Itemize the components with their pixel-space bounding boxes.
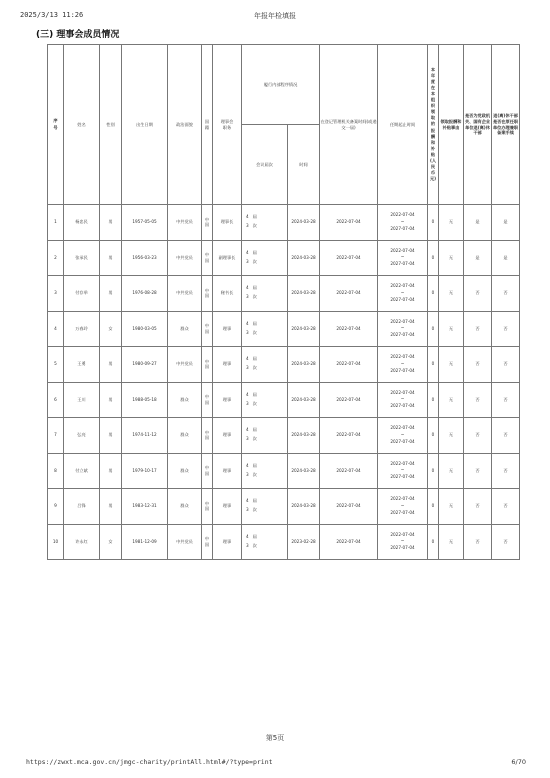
cell-retired: 否 [492, 382, 520, 418]
cell-gender: 男 [100, 489, 122, 525]
cell-politics: 群众 [168, 453, 202, 489]
cell-official: 否 [464, 489, 492, 525]
cell-registration: 2022-07-04 [320, 240, 378, 276]
cell-pay: 0 [428, 524, 439, 560]
cell-no: 3 [48, 276, 64, 312]
document-title: 年报年检填报 [254, 12, 296, 20]
table-row [48, 276, 520, 312]
cell-gender: 女 [100, 524, 122, 560]
cell-politics: 中共党员 [168, 205, 202, 241]
header-position: 理事会职务 [213, 45, 242, 205]
cell-politics: 群众 [168, 382, 202, 418]
cell-pay: 0 [428, 382, 439, 418]
header-birth-date: 出生日期 [122, 45, 168, 205]
cell-pay: 0 [428, 205, 439, 241]
cell-position: 理事 [213, 347, 242, 383]
page-number: 第5页 [265, 734, 285, 742]
cell-retired: 否 [492, 347, 520, 383]
cell-term: 2022-07-04 ~ 2027-07-04 [378, 240, 428, 276]
cell-time: 2023-02-28 [288, 524, 320, 560]
cell-retired: 否 [492, 311, 520, 347]
cell-nationality: 中国 [202, 205, 213, 241]
cell-name: 吕锋 [64, 489, 100, 525]
cell-term: 2022-07-04 ~ 2027-07-04 [378, 347, 428, 383]
cell-name: 付存举 [64, 276, 100, 312]
cell-retired: 否 [492, 418, 520, 454]
cell-meeting: 4 届 3 次 [242, 418, 288, 454]
cell-name: 万春玲 [64, 311, 100, 347]
header-political-status: 政治面貌 [168, 45, 202, 205]
table-row [48, 347, 520, 383]
cell-meeting: 4 届 3 次 [242, 276, 288, 312]
cell-politics: 群众 [168, 418, 202, 454]
cell-pay: 0 [428, 240, 439, 276]
cell-pay-item: 无 [439, 205, 464, 241]
cell-birth: 1981-12-09 [122, 524, 168, 560]
cell-retired: 是 [492, 240, 520, 276]
cell-position: 理事 [213, 311, 242, 347]
cell-birth: 1979-10-17 [122, 453, 168, 489]
cell-term: 2022-07-04 ~ 2027-07-04 [378, 453, 428, 489]
cell-pay: 0 [428, 276, 439, 312]
cell-no: 8 [48, 453, 64, 489]
cell-birth: 1957-05-05 [122, 205, 168, 241]
cell-registration: 2022-07-04 [320, 453, 378, 489]
cell-position: 理事 [213, 453, 242, 489]
header-gender: 性别 [100, 45, 122, 205]
cell-nationality: 中国 [202, 382, 213, 418]
cell-registration: 2022-07-04 [320, 418, 378, 454]
cell-nationality: 中国 [202, 524, 213, 560]
cell-no: 7 [48, 418, 64, 454]
header-seq: 序号 [48, 45, 64, 205]
cell-official: 否 [464, 276, 492, 312]
cell-nationality: 中国 [202, 489, 213, 525]
cell-meeting: 4 届 3 次 [242, 347, 288, 383]
cell-birth: 1980-03-05 [122, 311, 168, 347]
cell-time: 2024-03-28 [288, 453, 320, 489]
cell-meeting: 4 届 3 次 [242, 524, 288, 560]
page-url-link[interactable]: https://zwxt.mca.gov.cn/jmgc-charity/printAll.html#/?type=print [26, 758, 273, 766]
section-title: (三) 理事会成员情况 [36, 30, 120, 40]
cell-time: 2024-03-28 [288, 205, 320, 241]
cell-no: 1 [48, 205, 64, 241]
cell-name: 弘亮 [64, 418, 100, 454]
cell-meeting: 4 届 3 次 [242, 240, 288, 276]
cell-name: 张承民 [64, 240, 100, 276]
cell-position: 理事 [213, 418, 242, 454]
cell-gender: 男 [100, 240, 122, 276]
cell-position: 秘书长 [213, 276, 242, 312]
cell-politics: 中共党员 [168, 347, 202, 383]
cell-birth: 1988-05-18 [122, 382, 168, 418]
cell-term: 2022-07-04 ~ 2027-07-04 [378, 524, 428, 560]
header-retired: 退(离)休干部是否在原任职单位办理兼职备案手续 [492, 45, 520, 205]
cell-gender: 男 [100, 276, 122, 312]
cell-official: 否 [464, 418, 492, 454]
cell-pay-item: 无 [439, 276, 464, 312]
cell-meeting: 4 届 3 次 [242, 489, 288, 525]
cell-time: 2024-03-28 [288, 276, 320, 312]
cell-nationality: 中国 [202, 276, 213, 312]
cell-politics: 群众 [168, 489, 202, 525]
header-term: 任期起止时间 [378, 45, 428, 205]
cell-pay-item: 无 [439, 382, 464, 418]
cell-official: 是 [464, 205, 492, 241]
cell-nationality: 中国 [202, 311, 213, 347]
cell-official: 否 [464, 453, 492, 489]
cell-term: 2022-07-04 ~ 2027-07-04 [378, 489, 428, 525]
cell-registration: 2022-07-04 [320, 205, 378, 241]
cell-gender: 男 [100, 347, 122, 383]
cell-retired: 是 [492, 205, 520, 241]
table-row [48, 205, 520, 241]
cell-official: 否 [464, 382, 492, 418]
cell-time: 2024-03-28 [288, 311, 320, 347]
cell-time: 2024-03-28 [288, 240, 320, 276]
cell-registration: 2022-07-04 [320, 382, 378, 418]
cell-term: 2022-07-04 ~ 2027-07-04 [378, 382, 428, 418]
cell-nationality: 中国 [202, 347, 213, 383]
cell-meeting: 4 届 3 次 [242, 205, 288, 241]
table-row [48, 489, 520, 525]
header-registration: 在登记管理机关备案时间(或递交一届) [320, 45, 378, 205]
cell-name: 王川 [64, 382, 100, 418]
cell-term: 2022-07-04 ~ 2027-07-04 [378, 276, 428, 312]
cell-retired: 否 [492, 489, 520, 525]
cell-official: 是 [464, 240, 492, 276]
cell-name: 许永红 [64, 524, 100, 560]
table-row [48, 524, 520, 560]
cell-term: 2022-07-04 ~ 2027-07-04 [378, 205, 428, 241]
cell-nationality: 中国 [202, 453, 213, 489]
header-annual-pay: 本年度在本组织领取的报酬和补贴(人民币元) [428, 45, 439, 205]
cell-birth: 1976-08-28 [122, 276, 168, 312]
header-duty-group: 履行内部程序情况 [242, 45, 320, 125]
cell-name: 付立斌 [64, 453, 100, 489]
table-row [48, 453, 520, 489]
cell-time: 2024-03-28 [288, 382, 320, 418]
cell-gender: 女 [100, 311, 122, 347]
cell-pay: 0 [428, 347, 439, 383]
cell-meeting: 4 届 3 次 [242, 453, 288, 489]
cell-pay-item: 无 [439, 453, 464, 489]
table-row [48, 418, 520, 454]
cell-official: 否 [464, 524, 492, 560]
cell-politics: 中共党员 [168, 276, 202, 312]
cell-position: 理事 [213, 382, 242, 418]
cell-time: 2024-03-28 [288, 418, 320, 454]
header-pay-item: 领取报酬和补贴事由 [439, 45, 464, 205]
cell-nationality: 中国 [202, 418, 213, 454]
print-datetime: 2025/3/13 11:26 [20, 11, 84, 19]
cell-registration: 2022-07-04 [320, 524, 378, 560]
cell-registration: 2022-07-04 [320, 311, 378, 347]
header-official: 是否为党政机关、国有企业单位退(离)休干部 [464, 45, 492, 205]
cell-pay-item: 无 [439, 240, 464, 276]
table-row [48, 311, 520, 347]
cell-pay: 0 [428, 418, 439, 454]
cell-pay-item: 无 [439, 524, 464, 560]
board-members-table [47, 44, 520, 560]
cell-position: 理事 [213, 489, 242, 525]
cell-no: 9 [48, 489, 64, 525]
cell-politics: 中共党员 [168, 240, 202, 276]
cell-retired: 否 [492, 276, 520, 312]
table-row [48, 240, 520, 276]
cell-registration: 2022-07-04 [320, 276, 378, 312]
cell-pay-item: 无 [439, 418, 464, 454]
cell-pay: 0 [428, 489, 439, 525]
cell-pay-item: 无 [439, 489, 464, 525]
cell-pay-item: 无 [439, 311, 464, 347]
header-nationality: 国籍 [202, 45, 213, 205]
header-time: 时间 [288, 125, 320, 205]
cell-politics: 中共党员 [168, 524, 202, 560]
cell-term: 2022-07-04 ~ 2027-07-04 [378, 311, 428, 347]
cell-official: 否 [464, 311, 492, 347]
cell-meeting: 4 届 3 次 [242, 311, 288, 347]
cell-position: 理事长 [213, 205, 242, 241]
cell-birth: 1983-12-31 [122, 489, 168, 525]
print-header [0, 0, 550, 24]
cell-retired: 否 [492, 453, 520, 489]
cell-gender: 男 [100, 418, 122, 454]
cell-pay-item: 无 [439, 347, 464, 383]
cell-no: 10 [48, 524, 64, 560]
header-name: 姓名 [64, 45, 100, 205]
cell-meeting: 4 届 3 次 [242, 382, 288, 418]
cell-retired: 否 [492, 524, 520, 560]
cell-no: 2 [48, 240, 64, 276]
cell-gender: 男 [100, 453, 122, 489]
page-count: 6/70 [511, 758, 526, 766]
cell-nationality: 中国 [202, 240, 213, 276]
cell-position: 副理事长 [213, 240, 242, 276]
cell-no: 5 [48, 347, 64, 383]
cell-position: 理事 [213, 524, 242, 560]
cell-birth: 1956-03-23 [122, 240, 168, 276]
cell-politics: 群众 [168, 311, 202, 347]
cell-pay: 0 [428, 311, 439, 347]
cell-registration: 2022-07-04 [320, 489, 378, 525]
cell-registration: 2022-07-04 [320, 347, 378, 383]
cell-no: 6 [48, 382, 64, 418]
cell-time: 2024-03-28 [288, 489, 320, 525]
cell-name: 王勇 [64, 347, 100, 383]
cell-gender: 男 [100, 205, 122, 241]
cell-birth: 1974-11-12 [122, 418, 168, 454]
cell-official: 否 [464, 347, 492, 383]
cell-no: 4 [48, 311, 64, 347]
cell-name: 杨忠民 [64, 205, 100, 241]
cell-birth: 1980-09-27 [122, 347, 168, 383]
cell-pay: 0 [428, 453, 439, 489]
header-meeting: 会议届次 [242, 125, 288, 205]
cell-gender: 男 [100, 382, 122, 418]
cell-time: 2024-03-28 [288, 347, 320, 383]
cell-term: 2022-07-04 ~ 2027-07-04 [378, 418, 428, 454]
table-row [48, 382, 520, 418]
